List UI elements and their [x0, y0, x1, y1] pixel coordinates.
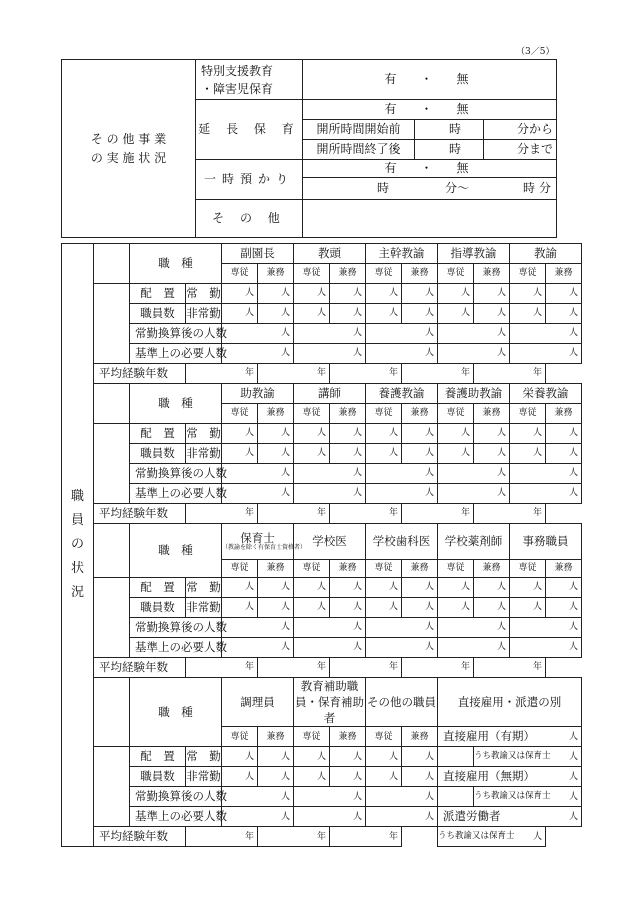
hour-field[interactable]: 時	[415, 140, 484, 160]
experience-field[interactable]: 年	[330, 658, 402, 678]
count-field[interactable]: 人	[222, 767, 258, 787]
count-field[interactable]: 人	[510, 284, 546, 304]
hour-field[interactable]: 時	[415, 120, 484, 140]
count-field[interactable]: 人	[222, 444, 258, 464]
fte-field[interactable]: 人	[366, 787, 438, 807]
count-field[interactable]: 人	[402, 304, 438, 324]
full-time-header: 専従	[294, 404, 330, 424]
full-time-header: 専従	[438, 404, 474, 424]
role-header: 保育士 （教諭を除く有保育士資格者）	[222, 524, 294, 560]
count-field[interactable]: 人	[294, 578, 330, 598]
experience-label: 平均経験年数	[94, 504, 186, 524]
count-field[interactable]: 人	[474, 444, 510, 464]
count-field[interactable]: 人	[294, 767, 330, 787]
full-time-header: 専従	[438, 560, 474, 578]
placement-label: 配 置	[130, 284, 186, 304]
regular-label: 常 勤	[186, 284, 222, 304]
count-field[interactable]: 人	[366, 578, 402, 598]
indent	[402, 827, 438, 847]
full-time-header: 専従	[366, 560, 402, 578]
count-field[interactable]: 人	[294, 444, 330, 464]
fte-label: 常勤換算後の人数	[130, 787, 222, 807]
count-field[interactable]: 人	[258, 304, 294, 324]
count-field[interactable]: 人	[510, 598, 546, 618]
count-field[interactable]: 人	[546, 747, 582, 767]
concurrent-header: 兼務	[402, 264, 438, 284]
fte-field[interactable]: 人	[222, 618, 294, 638]
count-field[interactable]: 人	[402, 578, 438, 598]
count-field[interactable]: 人	[330, 578, 366, 598]
count-field[interactable]: 人	[366, 304, 402, 324]
concurrent-header: 兼務	[474, 560, 510, 578]
staff-count-label: 職員数	[130, 767, 186, 787]
count-field[interactable]: 人	[546, 578, 582, 598]
other-label: そ の 他	[196, 200, 303, 238]
role-header: 栄養教諭	[510, 384, 582, 404]
concurrent-header: 兼務	[546, 560, 582, 578]
other-field[interactable]	[303, 200, 557, 238]
role-header: 学校薬剤師	[438, 524, 510, 560]
irregular-label: 非常勤	[186, 304, 222, 324]
concurrent-header: 兼務	[402, 727, 438, 747]
teacher-nursery-label: うち教諭又は保育士	[474, 747, 546, 767]
experience-field[interactable]: 年	[402, 658, 474, 678]
extended-care-option[interactable]: 有 ・ 無	[303, 100, 557, 120]
temporary-care-option[interactable]: 有 ・ 無	[303, 160, 557, 178]
concurrent-header: 兼務	[402, 560, 438, 578]
count-field[interactable]: 人	[546, 304, 582, 324]
count-field[interactable]: 人	[402, 284, 438, 304]
full-time-header: 専従	[510, 560, 546, 578]
full-time-header: 専従	[222, 560, 258, 578]
fte-field[interactable]: 人	[222, 464, 294, 484]
fte-field[interactable]: 人	[366, 618, 438, 638]
count-field[interactable]: 人	[402, 424, 438, 444]
full-time-header: 専従	[222, 404, 258, 424]
fte-field[interactable]: 人	[438, 464, 510, 484]
count-field[interactable]: 人	[294, 304, 330, 324]
concurrent-header: 兼務	[402, 404, 438, 424]
experience-label: 平均経験年数	[94, 827, 186, 847]
fte-field[interactable]: 人	[510, 464, 582, 484]
count-field[interactable]: 人	[402, 767, 438, 787]
role-header: 主幹教諭	[366, 244, 438, 264]
special-support-option[interactable]: 有 ・ 無	[303, 60, 557, 100]
count-field[interactable]: 人	[258, 578, 294, 598]
full-time-header: 専従	[366, 404, 402, 424]
fte-field[interactable]: 人	[366, 324, 438, 344]
count-field[interactable]: 人	[402, 444, 438, 464]
experience-field[interactable]: 年	[258, 827, 330, 847]
count-field[interactable]: 人	[330, 444, 366, 464]
fte-label: 常勤換算後の人数	[130, 464, 222, 484]
concurrent-header: 兼務	[258, 560, 294, 578]
count-field[interactable]: 人	[330, 747, 366, 767]
count-field[interactable]: 人	[510, 827, 546, 847]
concurrent-header: 兼務	[258, 264, 294, 284]
experience-field[interactable]: 年	[474, 364, 546, 384]
fte-field[interactable]: 人	[438, 618, 510, 638]
regular-label: 常 勤	[186, 424, 222, 444]
required-field[interactable]: 人	[294, 484, 366, 504]
required-label: 基準上の必要人数	[130, 638, 222, 658]
count-field[interactable]: 人	[402, 598, 438, 618]
full-time-header: 専従	[294, 560, 330, 578]
count-field[interactable]: 人	[222, 284, 258, 304]
count-field[interactable]: 人	[258, 598, 294, 618]
required-field[interactable]: 人	[438, 484, 510, 504]
full-time-header: 専従	[510, 264, 546, 284]
staff-status-table	[61, 243, 618, 847]
count-field[interactable]: 人	[366, 598, 402, 618]
full-time-header: 専従	[222, 727, 258, 747]
other-services-table	[61, 59, 557, 238]
teacher-nursery-label: うち教諭又は保育士	[438, 827, 510, 847]
fte-field[interactable]: 人	[510, 324, 582, 344]
experience-field[interactable]: 年	[258, 504, 330, 524]
full-time-header: 専従	[366, 264, 402, 284]
role-header: 教諭	[510, 244, 582, 264]
irregular-label: 非常勤	[186, 598, 222, 618]
direct-permanent-label: 直接雇用（無期）	[438, 767, 546, 787]
concurrent-header: 兼務	[330, 560, 366, 578]
concurrent-header: 兼務	[330, 404, 366, 424]
fte-field[interactable]: 人	[294, 464, 366, 484]
count-field[interactable]: 人	[510, 444, 546, 464]
indent	[438, 747, 474, 767]
concurrent-header: 兼務	[474, 264, 510, 284]
cell-blank	[94, 747, 130, 827]
role-header: 助教諭	[222, 384, 294, 404]
open-start-label: 開所時間開始前	[303, 120, 415, 140]
count-field[interactable]: 人	[474, 284, 510, 304]
count-field[interactable]: 人	[546, 424, 582, 444]
placement-label: 配 置	[130, 424, 186, 444]
cell-blank	[94, 578, 130, 658]
experience-field[interactable]: 年	[186, 504, 258, 524]
full-time-header: 専従	[222, 264, 258, 284]
cell-blank	[94, 384, 130, 424]
count-field[interactable]: 人	[222, 424, 258, 444]
job-type-label: 職 種	[130, 678, 222, 747]
indent	[438, 787, 474, 807]
experience-field[interactable]: 年	[402, 504, 474, 524]
experience-field[interactable]: 年	[330, 504, 402, 524]
count-field[interactable]: 人	[294, 598, 330, 618]
experience-field[interactable]: 年	[258, 658, 330, 678]
required-field[interactable]: 人	[222, 484, 294, 504]
count-field[interactable]: 人	[294, 424, 330, 444]
count-field[interactable]: 人	[294, 284, 330, 304]
required-field[interactable]: 人	[366, 344, 438, 364]
cell-blank	[94, 284, 130, 364]
required-field[interactable]: 人	[222, 807, 294, 827]
required-field[interactable]: 人	[294, 638, 366, 658]
count-field[interactable]: 人	[258, 747, 294, 767]
regular-label: 常 勤	[186, 747, 222, 767]
teacher-nursery-label: うち教諭又は保育士	[474, 787, 546, 807]
experience-label: 平均経験年数	[94, 364, 186, 384]
count-field[interactable]: 人	[366, 444, 402, 464]
count-field[interactable]: 人	[510, 578, 546, 598]
temporary-care-time[interactable]: 時 分～ 時 分	[303, 178, 557, 200]
full-time-header: 専従	[366, 727, 402, 747]
count-field[interactable]: 人	[438, 598, 474, 618]
count-field[interactable]: 人	[474, 598, 510, 618]
regular-label: 常 勤	[186, 578, 222, 598]
experience-field[interactable]: 年	[474, 504, 546, 524]
role-header: 事務職員	[510, 524, 582, 560]
fte-label: 常勤換算後の人数	[130, 618, 222, 638]
experience-field[interactable]: 年	[186, 658, 258, 678]
dispatched-label: 派遣労働者	[438, 807, 546, 827]
fte-field[interactable]: 人	[510, 618, 582, 638]
count-field[interactable]: 人	[474, 304, 510, 324]
count-field[interactable]: 人	[546, 598, 582, 618]
concurrent-header: 兼務	[258, 404, 294, 424]
experience-field[interactable]: 年	[330, 827, 402, 847]
role-header: 調理員	[222, 678, 294, 727]
required-field[interactable]: 人	[510, 638, 582, 658]
minute-until-field[interactable]: 分まで	[484, 140, 557, 160]
page-number: （3／5）	[516, 47, 555, 57]
required-field[interactable]: 人	[366, 484, 438, 504]
full-time-header: 専従	[294, 264, 330, 284]
count-field[interactable]: 人	[366, 284, 402, 304]
staff-section-label: 職 員 の 状 況	[62, 244, 94, 847]
required-field[interactable]: 人	[222, 344, 294, 364]
staff-count-label: 職員数	[130, 304, 186, 324]
concurrent-header: 兼務	[474, 404, 510, 424]
required-field[interactable]: 人	[510, 484, 582, 504]
direct-header: 直接雇用・派遣の別	[438, 678, 582, 727]
required-field[interactable]: 人	[222, 638, 294, 658]
count-field[interactable]: 人	[222, 747, 258, 767]
role-header: 学校医	[294, 524, 366, 560]
count-field[interactable]: 人	[438, 424, 474, 444]
count-field[interactable]: 人	[366, 767, 402, 787]
fte-label: 常勤換算後の人数	[130, 324, 222, 344]
concurrent-header: 兼務	[546, 404, 582, 424]
count-field[interactable]: 人	[330, 767, 366, 787]
count-field[interactable]: 人	[546, 284, 582, 304]
concurrent-header: 兼務	[330, 727, 366, 747]
count-field[interactable]: 人	[546, 444, 582, 464]
fte-field[interactable]: 人	[366, 464, 438, 484]
temporary-care-label: 一時預かり	[196, 160, 303, 200]
experience-field[interactable]: 年	[186, 364, 258, 384]
count-field[interactable]: 人	[546, 727, 582, 747]
role-header: 教育補助職員・保育補助者	[295, 679, 364, 726]
full-time-header: 専従	[294, 727, 330, 747]
cell-blank	[94, 678, 130, 747]
fte-field[interactable]: 人	[294, 618, 366, 638]
fte-field[interactable]: 人	[222, 324, 294, 344]
count-field[interactable]: 人	[258, 767, 294, 787]
experience-field[interactable]: 年	[474, 658, 546, 678]
count-field[interactable]: 人	[366, 747, 402, 767]
irregular-label: 非常勤	[186, 767, 222, 787]
count-field[interactable]: 人	[438, 284, 474, 304]
count-field[interactable]: 人	[546, 767, 582, 787]
count-field[interactable]: 人	[330, 304, 366, 324]
cell-blank	[94, 244, 130, 284]
count-field[interactable]: 人	[546, 787, 582, 807]
count-field[interactable]: 人	[294, 747, 330, 767]
placement-label: 配 置	[130, 578, 186, 598]
count-field[interactable]: 人	[402, 747, 438, 767]
full-time-header: 専従	[438, 264, 474, 284]
count-field[interactable]: 人	[474, 578, 510, 598]
fte-field[interactable]: 人	[294, 787, 366, 807]
job-type-label: 職 種	[130, 524, 222, 578]
role-header: その他の職員	[366, 678, 438, 727]
required-label: 基準上の必要人数	[130, 484, 222, 504]
count-field[interactable]: 人	[258, 444, 294, 464]
experience-label: 平均経験年数	[94, 658, 186, 678]
experience-field[interactable]: 年	[186, 827, 258, 847]
count-field[interactable]: 人	[258, 424, 294, 444]
full-time-header: 専従	[510, 404, 546, 424]
count-field[interactable]: 人	[510, 424, 546, 444]
fte-field[interactable]: 人	[294, 324, 366, 344]
count-field[interactable]: 人	[474, 424, 510, 444]
required-label: 基準上の必要人数	[130, 344, 222, 364]
count-field[interactable]: 人	[510, 304, 546, 324]
role-header: 養護教諭	[366, 384, 438, 404]
role-header: 副園長	[222, 244, 294, 264]
required-label: 基準上の必要人数	[130, 807, 222, 827]
role-header: 指導教諭	[438, 244, 510, 264]
required-field[interactable]: 人	[438, 344, 510, 364]
experience-field[interactable]: 年	[402, 364, 474, 384]
irregular-label: 非常勤	[186, 444, 222, 464]
extended-care-label: 延 長 保 育	[196, 100, 303, 160]
count-field[interactable]: 人	[222, 578, 258, 598]
job-type-label: 職 種	[130, 244, 222, 284]
count-field[interactable]: 人	[222, 598, 258, 618]
fte-field[interactable]: 人	[438, 324, 510, 344]
role-header: 養護助教諭	[438, 384, 510, 404]
experience-field[interactable]: 年	[258, 364, 330, 384]
job-type-label: 職 種	[130, 384, 222, 424]
count-field[interactable]: 人	[438, 578, 474, 598]
count-field[interactable]: 人	[438, 444, 474, 464]
required-field[interactable]: 人	[366, 807, 438, 827]
concurrent-header: 兼務	[330, 264, 366, 284]
count-field[interactable]: 人	[366, 424, 402, 444]
direct-fixed-label: 直接雇用（有期）	[438, 727, 546, 747]
count-field[interactable]: 人	[330, 284, 366, 304]
staff-count-label: 職員数	[130, 444, 186, 464]
role-header: 教頭	[294, 244, 366, 264]
required-field[interactable]: 人	[366, 638, 438, 658]
staff-count-label: 職員数	[130, 598, 186, 618]
special-support-label: 特別支援教育 ・障害児保育	[196, 60, 303, 100]
required-field[interactable]: 人	[294, 344, 366, 364]
cell-blank	[94, 424, 130, 504]
role-header: 講師	[294, 384, 366, 404]
required-field[interactable]: 人	[510, 344, 582, 364]
required-field[interactable]: 人	[438, 638, 510, 658]
experience-field[interactable]: 年	[330, 364, 402, 384]
concurrent-header: 兼務	[258, 727, 294, 747]
required-field[interactable]: 人	[294, 807, 366, 827]
placement-label: 配 置	[130, 747, 186, 767]
other-services-section-label: そ の 他 事 業 の 実 施 状 況	[62, 60, 196, 238]
open-end-label: 開所時間終了後	[303, 140, 415, 160]
concurrent-header: 兼務	[546, 264, 582, 284]
minute-from-field[interactable]: 分から	[484, 120, 557, 140]
role-header: 学校歯科医	[366, 524, 438, 560]
count-field[interactable]: 人	[222, 304, 258, 324]
count-field[interactable]: 人	[258, 284, 294, 304]
count-field[interactable]: 人	[546, 807, 582, 827]
cell-blank	[94, 524, 130, 578]
count-field[interactable]: 人	[438, 304, 474, 324]
count-field[interactable]: 人	[330, 598, 366, 618]
count-field[interactable]: 人	[330, 424, 366, 444]
fte-field[interactable]: 人	[222, 787, 294, 807]
